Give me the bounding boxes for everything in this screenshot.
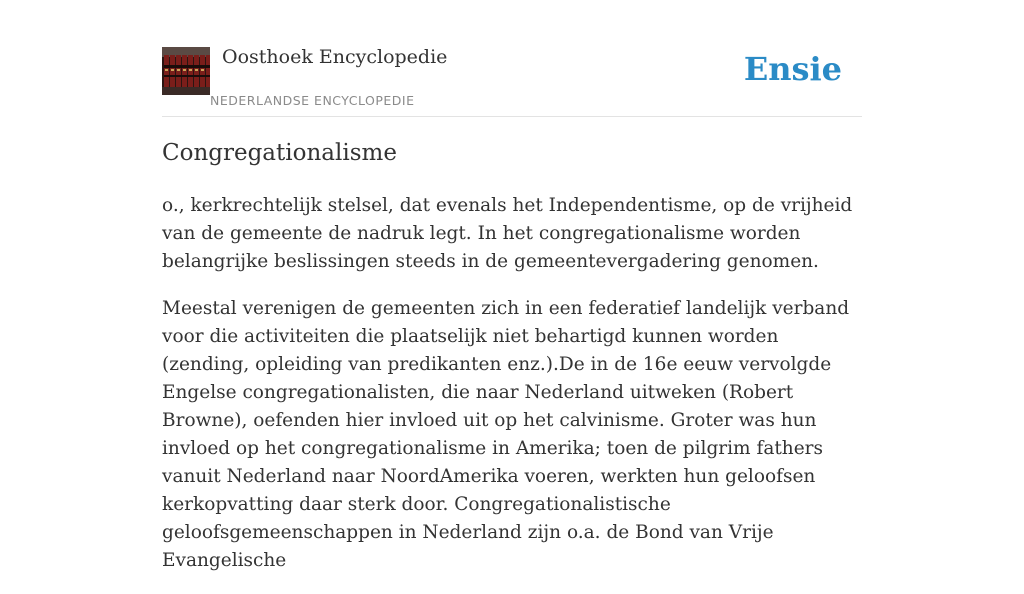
source-avatar[interactable] (162, 47, 210, 95)
encyclopedia-books-icon (162, 47, 210, 95)
source-title[interactable]: Oosthoek Encyclopedie (222, 46, 448, 68)
article-title: Congregationalisme (162, 140, 397, 166)
article-paragraph: Meestal verenigen de gemeenten zich in een federatief landelijk verband voor die activiteiten die plaatselijk niet behartigd kunnen worden (zending, opleiding van predikanten enz.).De in de 16e eeuw vervolgde Engelse congregationalisten, die naar Nederland uitweken (Robert Browne), oefenden hier invloed uit op het calvinisme. Groter was hun invloed op het congregationalisme in Amerika; toen de pilgrim fathers vanuit Nederland naar NoordAmerika voeren, werkten hun geloofsen kerkopvatting daar sterk door. Congregationalistische geloofsgemeenschappen in Nederland zijn o.a. de Bond van Vrije Evangelische (162, 298, 850, 571)
article-paragraph: o., kerkrechtelijk stelsel, dat evenals het Independentisme, op de vrijheid van de gemeente de nadruk legt. In het congregationalisme worden belangrijke beslissingen steeds in de gemeentevergadering genomen. (162, 195, 853, 272)
source-subtitle: NEDERLANDSE ENCYCLOPEDIE (210, 93, 415, 108)
article-body (162, 192, 862, 594)
brand-logo[interactable]: Ensie (743, 50, 842, 88)
source-header (162, 46, 862, 117)
